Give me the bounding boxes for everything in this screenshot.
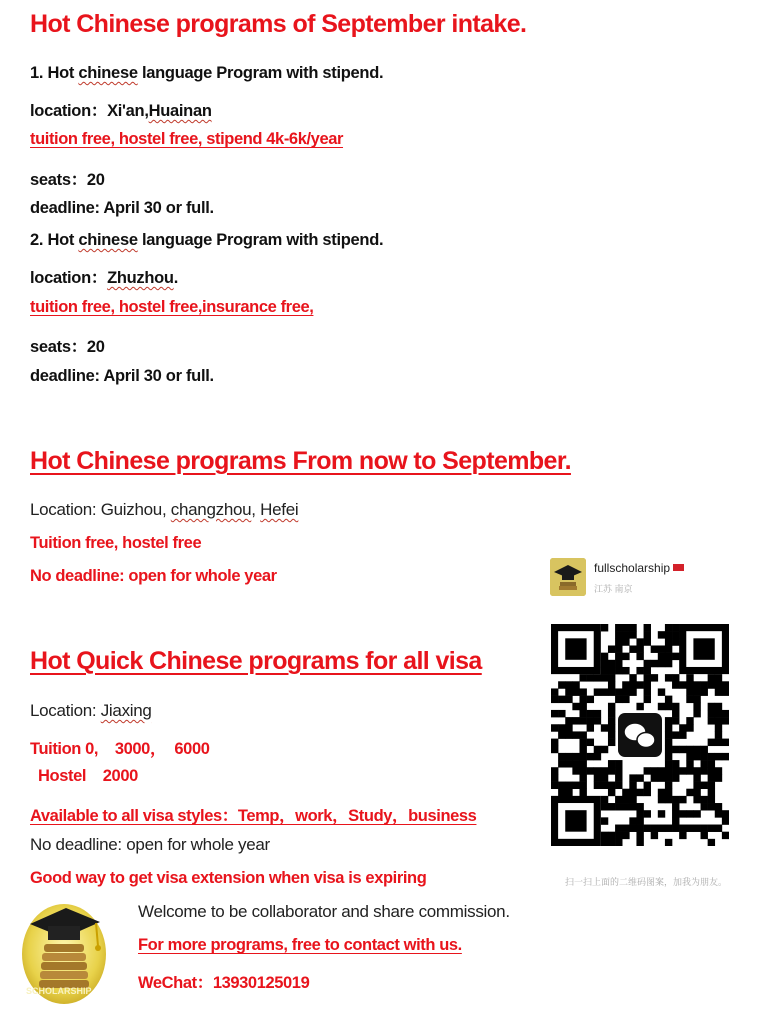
section3-tuition: Tuition 0, 3000， 6000: [30, 740, 210, 758]
program2-deadline: deadline: April 30 or full.: [30, 367, 214, 385]
graduation-cap-icon: [550, 558, 586, 596]
program2-name: [30, 231, 383, 250]
section3-deadline: No deadline: open for whole year: [30, 835, 270, 854]
section2-location: [30, 500, 298, 520]
section2-location-c: ,: [251, 500, 261, 519]
program1-deadline: deadline: April 30 or full.: [30, 199, 214, 217]
program2-location-a: Zhuzhou: [107, 269, 174, 287]
section3-location: [30, 701, 152, 721]
program2-benefits: tuition free, hostel free,insurance free,: [30, 298, 314, 316]
section3-location-a: Location:: [30, 701, 101, 720]
wechat-name-text: fullscholarship: [594, 561, 671, 575]
program2-location-label: location：: [30, 269, 108, 287]
section1-title: Hot Chinese programs of September intake.: [30, 10, 527, 38]
program1-name-b: chinese: [78, 64, 138, 82]
section2-location-b: changzhou: [170, 500, 252, 519]
footer-contact: For more programs, free to contact with us.: [138, 936, 462, 954]
section3-title: Hot Quick Chinese programs for all visa: [30, 647, 482, 675]
section3-location-b: Jiaxing: [100, 701, 152, 720]
scholarship-logo: [20, 898, 108, 1006]
program2-name-c: language Program with stipend.: [137, 231, 384, 249]
program1-name-a: Hot: [47, 64, 79, 82]
program2-name-a: Hot: [47, 231, 79, 249]
qr-code-icon: [551, 624, 729, 846]
section2-tuition: Tuition free, hostel free: [30, 534, 202, 552]
program1-name-c: language Program with stipend.: [137, 64, 384, 82]
program1-seats: seats：20: [30, 171, 105, 189]
wechat-avatar: [550, 558, 586, 596]
program1-location-b: Huainan: [148, 102, 212, 120]
qr-caption: 扫一扫上面的二维码图案，加我为朋友。: [565, 877, 728, 887]
section2-title: Hot Chinese programs From now to September.: [30, 447, 571, 475]
section3-extension: Good way to get visa extension when visa is expiring: [30, 869, 427, 887]
section3-visa-styles: Available to all visa styles：Temp，work，Study，business: [30, 807, 477, 825]
program1-benefits: tuition free, hostel free, stipend 4k-6k/year: [30, 130, 344, 148]
program2-name-b: chinese: [78, 231, 138, 249]
section3-hostel: Hostel 2000: [38, 767, 138, 785]
program1-location-label: location：: [30, 102, 108, 120]
wechat-qr-code: [551, 624, 729, 846]
footer-wechat: WeChat：13930125019: [138, 974, 310, 992]
program2-location-b: .: [173, 269, 178, 287]
scholarship-logo-text: SCHOLARSHIP: [26, 986, 92, 996]
program1-location-a: Xi'an,: [107, 102, 149, 120]
program2-number: 2.: [30, 231, 44, 249]
wechat-name: [594, 561, 684, 575]
footer-welcome: Welcome to be collaborator and share commission.: [138, 902, 510, 921]
program2-location: [30, 264, 178, 288]
section2-location-d: Hefei: [260, 500, 299, 519]
flag-icon: [673, 564, 684, 571]
program2-seats: seats：20: [30, 338, 105, 356]
wechat-location: 江苏 南京: [594, 584, 633, 594]
section2-location-a: Location: Guizhou,: [30, 500, 171, 519]
program1-number: 1.: [30, 64, 44, 82]
section2-deadline: No deadline: open for whole year: [30, 567, 277, 585]
program1-name: [30, 64, 383, 83]
program1-location: [30, 97, 212, 121]
